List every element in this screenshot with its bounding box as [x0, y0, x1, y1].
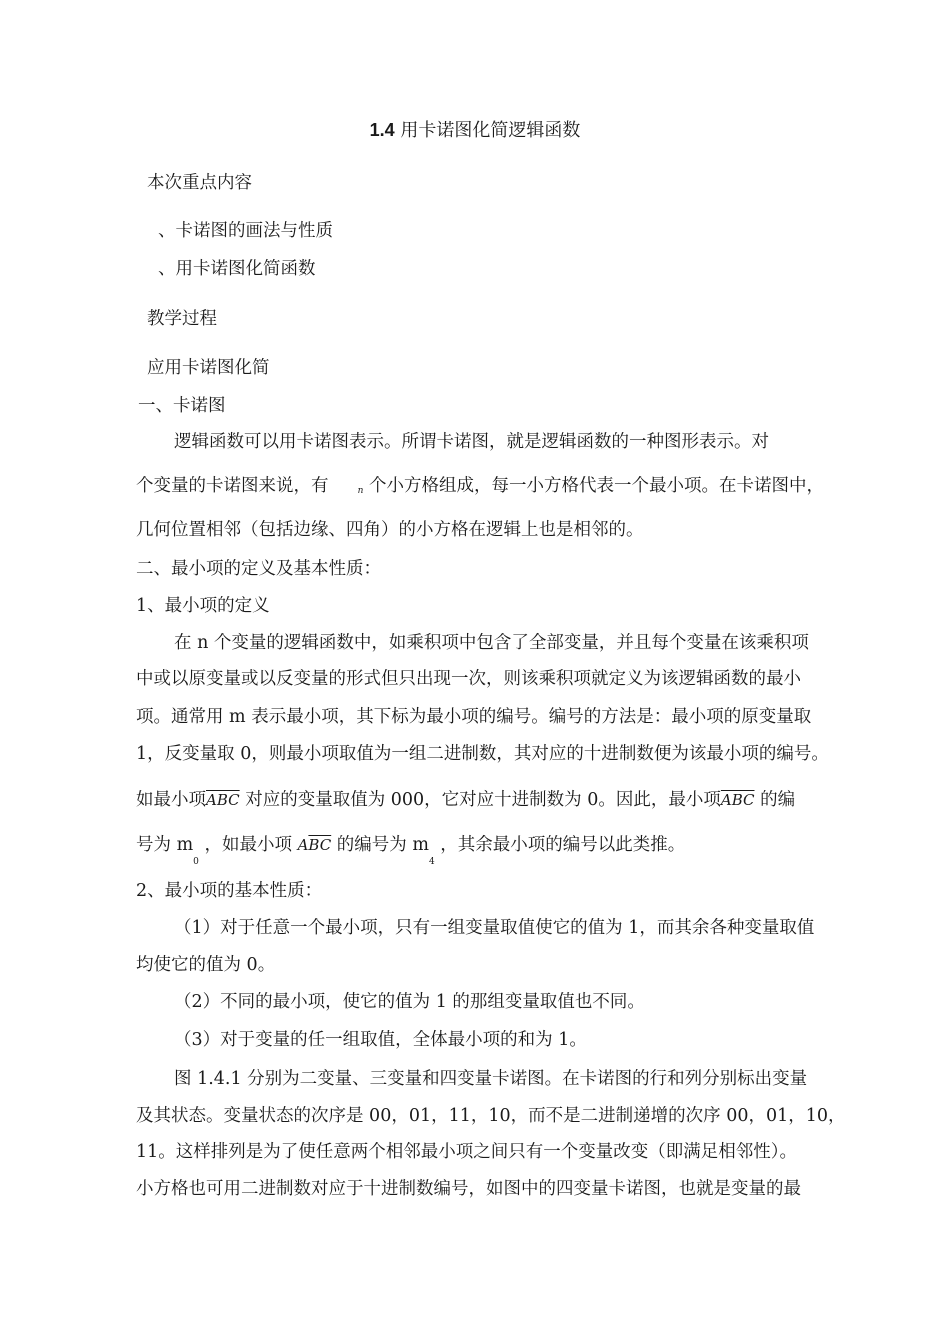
focus-heading: 本次重点内容 [147, 173, 252, 193]
paragraph-line: 中或以原变量或以反变量的形式但只出现一次，则该乘积项就定义为该逻辑函数的最小 [136, 669, 801, 689]
text-span: 个变量的卡诺图来说，有 [136, 476, 329, 496]
paragraph-line: 1，反变量取 0，则最小项取值为一组二进制数，其对应的十进制数便为该最小项的编号。 [136, 744, 829, 764]
paragraph-line: 项。通常用 m 表示最小项，其下标为最小项的编号。编号的方法是：最小项的原变量取 [136, 707, 812, 727]
paragraph-line: 在 n 个变量的逻辑函数中，如乘积项中包含了全部变量，并且每个变量在该乘积项 [174, 633, 809, 653]
subscript-4: 4 [428, 857, 435, 867]
text-span: 个小方格组成，每一小方格代表一个最小项。在卡诺图中， [369, 476, 825, 496]
paragraph-line: 及其状态。变量状态的次序是 00，01，11，10，而不是二进制递增的次序 00，01，10， [136, 1106, 846, 1126]
paragraph-line [136, 475, 824, 500]
title-text: 用卡诺图化简逻辑函数 [400, 120, 581, 141]
paragraph-line: （3）对于变量的任一组取值，全体最小项的和为 1。 [174, 1030, 587, 1050]
title-number: 1.4 [369, 120, 395, 140]
paragraph-line: 逻辑函数可以用卡诺图表示。所谓卡诺图，就是逻辑函数的一种图形表示。对 [174, 432, 769, 452]
minterm-bc-bar: $\overline{BC}$ [308, 836, 332, 854]
paragraph-line: 图 1.4.1 分别为二变量、三变量和四变量卡诺图。在卡诺图的行和列分别标出变量 [174, 1069, 808, 1089]
process-heading: 教学过程 [147, 309, 217, 329]
focus-item-2: 、用卡诺图化简函数 [158, 259, 316, 279]
paragraph-line: 小方格也可用二进制数对应于十进制数编号，如图中的四变量卡诺图，也就是变量的最 [136, 1179, 801, 1199]
paragraph-line: （2）不同的最小项，使它的值为 1 的那组变量取值也不同。 [174, 992, 645, 1012]
exponent-n: n [357, 486, 364, 496]
paragraph-line: 均使它的值为 0。 [136, 955, 276, 975]
properties-heading: 2、最小项的基本性质： [136, 881, 323, 901]
definition-heading: 1、最小项的定义 [136, 596, 270, 616]
page-title [0, 118, 950, 143]
text-span: ，如最小项 [204, 835, 292, 855]
paragraph-line: 几何位置相邻（包括边缘、四角）的小方格在逻辑上也是相邻的。 [136, 520, 644, 540]
minterm-abc-bar: $\overline{ABC}$ [720, 791, 755, 809]
text-span: 的编号为 m [336, 835, 429, 855]
paragraph-line [136, 789, 795, 811]
paragraph-line [136, 834, 686, 867]
text-span: 的编 [760, 790, 796, 810]
section-1-heading: 一、卡诺图 [138, 396, 226, 416]
section-2-heading: 二、最小项的定义及基本性质： [136, 559, 381, 579]
focus-item-1: 、卡诺图的画法与性质 [158, 221, 333, 241]
paragraph-line: （1）对于任意一个最小项，只有一组变量取值使它的值为 1，而其余各种变量取值 [174, 918, 815, 938]
text-span: 如最小项 [136, 790, 206, 810]
text-span: 号为 m [136, 835, 194, 855]
paragraph-line: 11。这样排列是为了使任意两个相邻最小项之间只有一个变量改变（即满足相邻性）。 [136, 1142, 798, 1162]
subscript-0: 0 [193, 857, 199, 867]
text-span: 对应的变量取值为 000，它对应十进制数为 0。因此，最小项 [245, 790, 721, 810]
text-span: ，其余最小项的编号以此类推。 [440, 835, 686, 855]
application-heading: 应用卡诺图化简 [147, 358, 270, 378]
minterm-abc-bar: $\overline{ABC}$ [206, 791, 240, 809]
minterm-a: A [297, 836, 309, 854]
